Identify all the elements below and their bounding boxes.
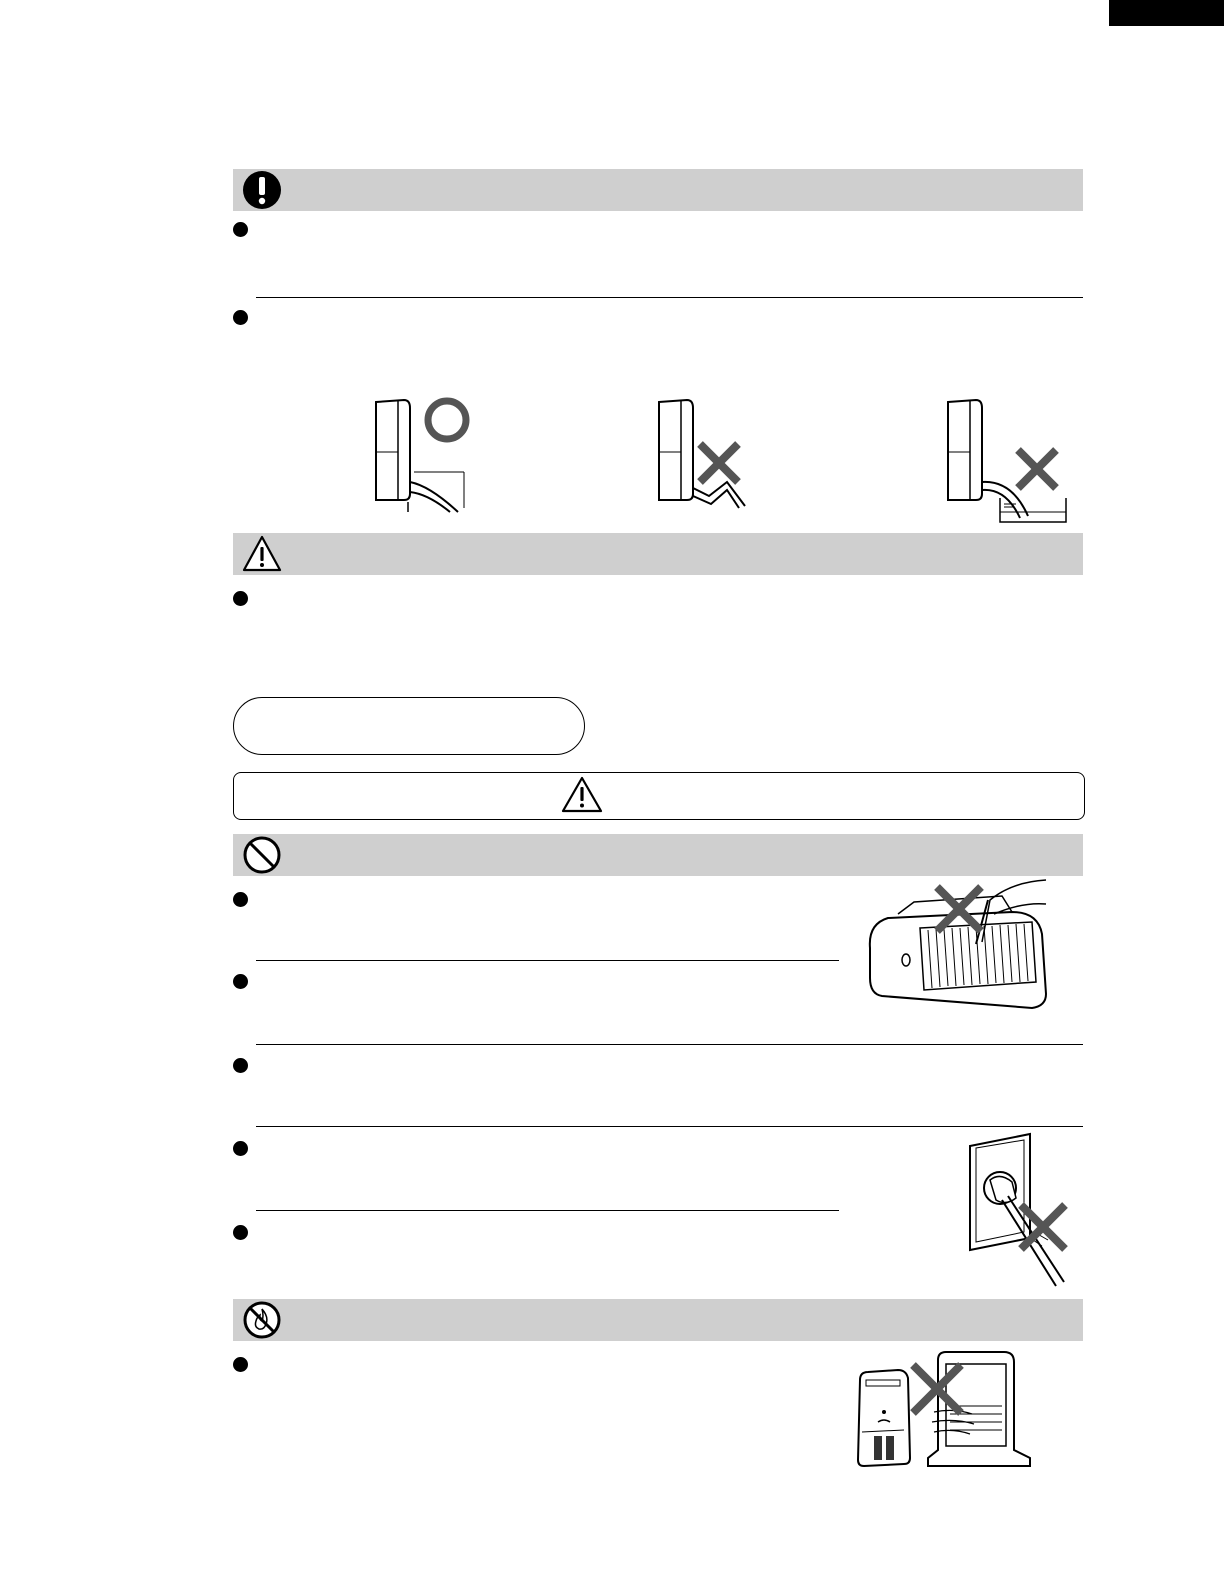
x-mark bbox=[694, 438, 744, 488]
item-divider bbox=[256, 960, 839, 961]
list-bullet bbox=[233, 222, 248, 237]
x-mark bbox=[1016, 1200, 1070, 1254]
section-title-box bbox=[233, 697, 585, 755]
caution-section-header bbox=[233, 533, 1083, 575]
list-bullet bbox=[233, 1058, 248, 1073]
item-divider bbox=[256, 1126, 1083, 1127]
item-divider bbox=[256, 297, 1083, 298]
prohibited-section-header bbox=[233, 834, 1083, 876]
mandatory-section-header bbox=[233, 169, 1083, 211]
x-mark bbox=[908, 1360, 966, 1418]
page-corner-tab bbox=[1109, 0, 1224, 26]
x-mark bbox=[1012, 444, 1062, 494]
list-bullet bbox=[233, 1141, 248, 1156]
list-bullet bbox=[233, 974, 248, 989]
prohibition-circle-icon bbox=[242, 835, 282, 875]
list-bullet bbox=[233, 591, 248, 606]
no-open-flame-icon bbox=[242, 1300, 282, 1340]
item-divider bbox=[256, 1044, 1083, 1045]
warning-triangle-icon bbox=[561, 776, 603, 814]
warning-triangle-icon bbox=[242, 534, 282, 574]
list-bullet bbox=[233, 310, 248, 325]
item-divider bbox=[256, 1210, 839, 1211]
list-bullet bbox=[233, 1357, 248, 1372]
circle-ok-mark bbox=[421, 394, 473, 446]
x-mark bbox=[932, 882, 986, 936]
list-bullet bbox=[233, 892, 248, 907]
warning-banner bbox=[233, 772, 1085, 820]
no-fire-section-header bbox=[233, 1299, 1083, 1341]
list-bullet bbox=[233, 1225, 248, 1240]
exclamation-circle-icon bbox=[242, 170, 282, 210]
